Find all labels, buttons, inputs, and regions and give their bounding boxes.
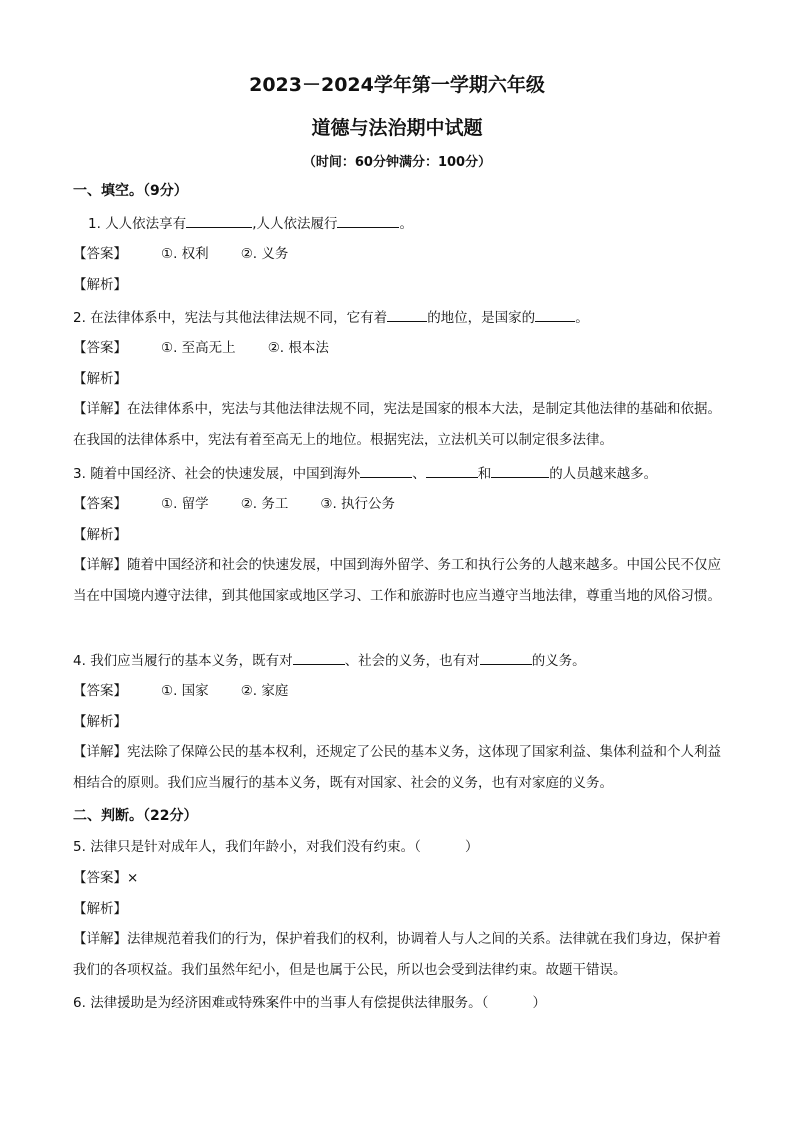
answer-option: ②. 根本法	[267, 340, 329, 356]
analysis-label: 【解析】	[73, 277, 127, 293]
answer-blank	[293, 650, 345, 665]
answer-label: 【答案】	[73, 683, 127, 699]
question-number: 3.	[73, 466, 86, 482]
question-2: 2. 在法律体系中，宪法与其他法律法规不同，它有着 的地位，是国家的 。	[73, 307, 589, 328]
answer-option: ③. 执行公务	[320, 496, 396, 512]
answer-option: ②. 义务	[240, 246, 289, 262]
analysis-label: 【解析】	[73, 371, 127, 387]
answer-blank	[480, 650, 532, 665]
answer-row-4	[73, 681, 288, 701]
answer-option: ①. 权利	[161, 246, 209, 262]
answer-row-1	[73, 244, 288, 264]
question-number: 2.	[73, 310, 86, 326]
section-judgement: 二、判断。（22分）	[73, 808, 198, 824]
answer-blank	[186, 213, 252, 228]
answer-option: ①. 留学	[161, 496, 209, 512]
exam-title: 2023－2024学年第一学期六年级	[249, 74, 545, 96]
detail-label: 【详解】	[73, 557, 127, 573]
answer-option: ①. 至高无上	[161, 340, 236, 356]
question-6: 6. 法律援助是为经济困难或特殊案件中的当事人有偿提供法律服务。（ ）	[73, 995, 546, 1011]
answer-label: 【答案】	[73, 246, 127, 262]
answer-option: ②. 家庭	[240, 683, 289, 699]
analysis-label: 【解析】	[73, 527, 127, 543]
exam-meta: （时间：60分钟满分：100分）	[302, 155, 492, 170]
question-4: 4. 我们应当履行的基本义务，既有对 、社会的义务，也有对 的义务。	[73, 650, 586, 671]
answer-row-3	[73, 494, 395, 514]
answer-label: 【答案】	[73, 870, 127, 886]
question-number: 4.	[73, 653, 86, 669]
analysis-label: 【解析】	[73, 901, 127, 917]
detail-5: 【详解】法律规范着我们的行为，保护着我们的权利，协调着人与人之间的关系。法律就在我们身边，保护着我们的各项权益。我们虽然年纪小，但是也属于公民，所以也会受到法律约束。故题干错误。	[73, 931, 721, 978]
question-5: 5. 法律只是针对成年人，我们年龄小，对我们没有约束。（ ）	[73, 839, 479, 855]
answer-label: 【答案】	[73, 340, 127, 356]
answer-blank	[426, 463, 478, 478]
question-number: 5.	[73, 839, 86, 855]
answer-blank	[491, 463, 549, 478]
detail-label: 【详解】	[73, 744, 127, 760]
answer-row-5	[73, 868, 138, 888]
detail-4: 【详解】宪法除了保障公民的基本权利，还规定了公民的基本义务，这体现了国家利益、集体利益和个人利益相结合的原则。我们应当履行的基本义务，既有对国家、社会的义务，也有对家庭的义务。	[73, 744, 721, 791]
detail-2: 【详解】在法律体系中，宪法与其他法律法规不同，宪法是国家的根本大法，是制定其他法律的基础和依据。在我国的法律体系中，宪法有着至高无上的地位。根据宪法，立法机关可以制定很多法律。	[73, 401, 721, 448]
question-3: 3. 随着中国经济、社会的快速发展，中国到海外 、 和 的人员越来越多。	[73, 463, 657, 484]
section-fill-in: 一、填空。（9分）	[73, 183, 188, 199]
detail-label: 【详解】	[73, 931, 127, 947]
answer-blank	[337, 213, 399, 228]
analysis-label: 【解析】	[73, 714, 127, 730]
answer-row-2	[73, 338, 329, 358]
detail-label: 【详解】	[73, 401, 127, 417]
detail-3: 【详解】随着中国经济和社会的快速发展，中国到海外留学、务工和执行公务的人越来越多。中国公民不仅应当在中国境内遵守法律，到其他国家或地区学习、工作和旅游时也应当遵守当地法律，尊重当地的风俗习惯。	[73, 557, 721, 604]
answer-blank	[535, 307, 575, 322]
question-number: 6.	[73, 995, 86, 1011]
question-number: 1.	[88, 216, 101, 232]
answer-mark: ×	[127, 870, 139, 886]
answer-option: ①. 国家	[161, 683, 209, 699]
answer-label: 【答案】	[73, 496, 127, 512]
answer-option: ②. 务工	[240, 496, 289, 512]
question-1: 1. 人人依法享有 ,人人依法履行 。	[88, 213, 413, 234]
exam-subject: 道德与法治期中试题	[311, 117, 483, 139]
answer-blank	[360, 463, 412, 478]
answer-blank	[387, 307, 427, 322]
